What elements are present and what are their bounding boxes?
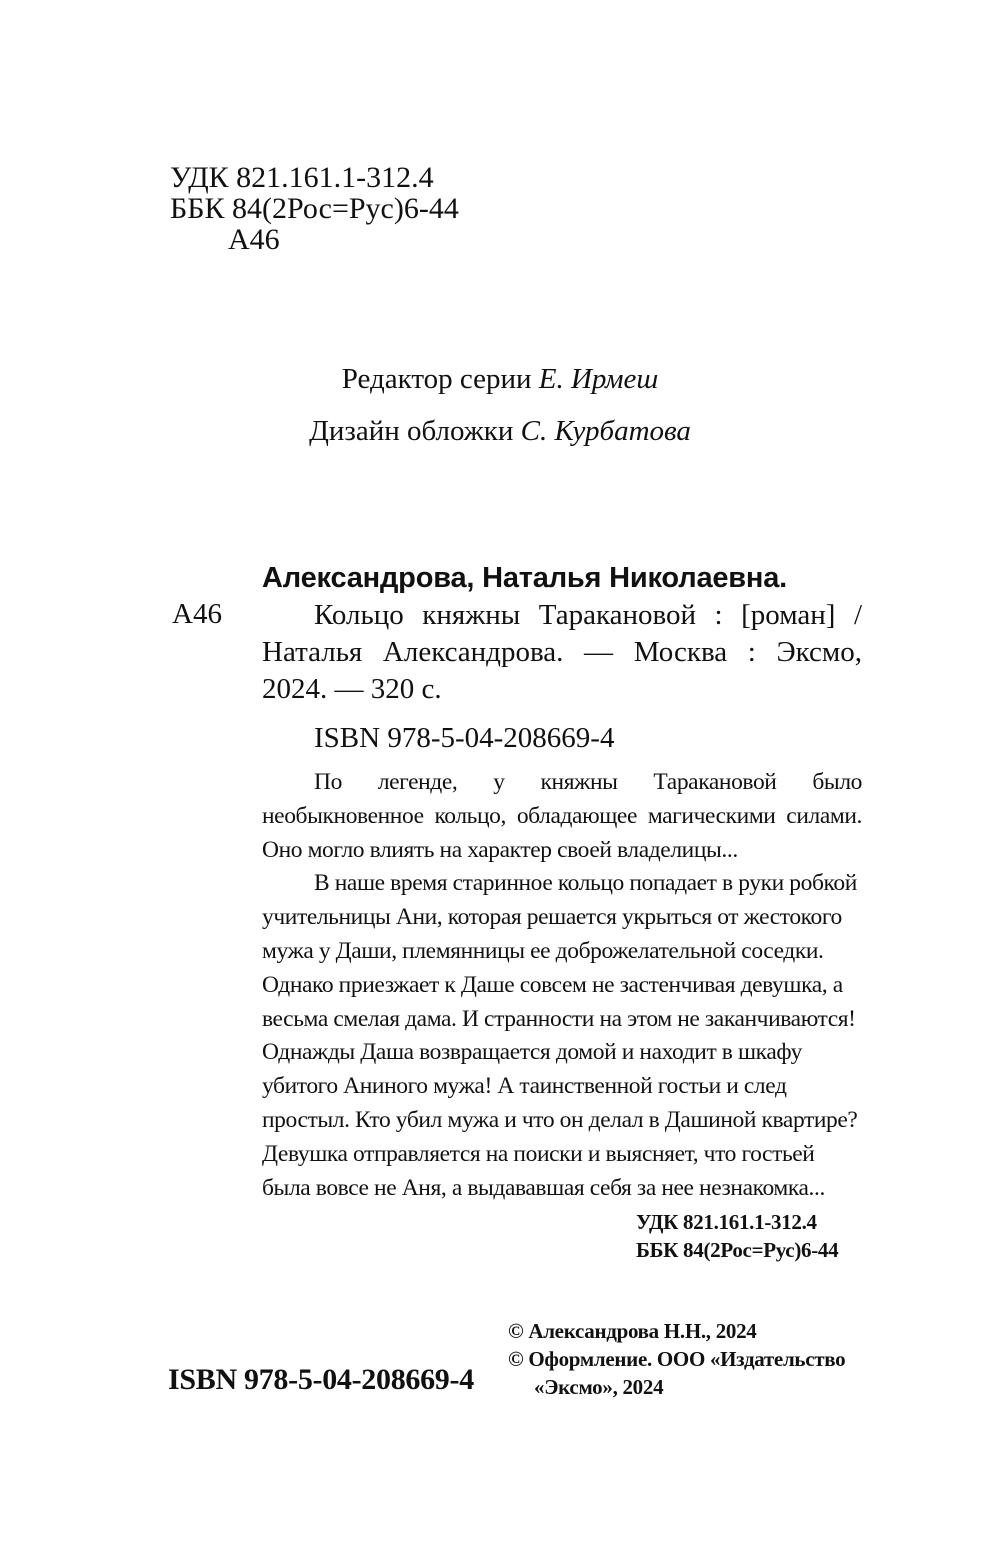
entry-author: Александрова, Наталья Николаевна.: [262, 562, 788, 594]
author-mark: А46: [228, 223, 280, 256]
copyright-line-3: «Эксмо», 2024: [534, 1375, 664, 1399]
footer-classification: [636, 1208, 838, 1264]
entry-description: Кольцо княжны Таракановой : [роман] / Наталья Александрова. — Москва : Эксмо, 2024. — 320 с.: [262, 599, 862, 705]
copyright-block: [508, 1317, 845, 1401]
cover-design-credit: [0, 415, 1000, 448]
annotation: [262, 766, 862, 1205]
series-editor-credit: [0, 363, 1000, 396]
classification-block: [170, 162, 459, 255]
entry-author-mark: А46: [172, 598, 222, 630]
copyright-line-2: © Оформление. ООО «Издательство: [508, 1347, 846, 1371]
cover-design-name: С. Курбатова: [520, 415, 691, 447]
series-editor-name: Е. Ирмеш: [538, 363, 659, 395]
isbn-bottom: ISBN 978-5-04-208669-4: [168, 1363, 474, 1396]
udk-code: УДК 821.161.1-312.4: [170, 161, 434, 194]
footer-bbk: ББК 84(2Рос=Рус)6-44: [636, 1238, 839, 1262]
copyright-line-1: © Александрова Н.Н., 2024: [508, 1319, 757, 1343]
annotation-paragraph-1: По легенде, у княжны Таракановой было необыкновенное кольцо, обладающее магическими силами. Оно могло влиять на характер своей владелицы...: [262, 769, 862, 863]
series-editor-label: Редактор серии: [341, 363, 532, 395]
bbk-code: ББК 84(2Рос=Рус)6-44: [170, 192, 459, 225]
footer-udk: УДК 821.161.1-312.4: [636, 1210, 817, 1234]
annotation-paragraph-2: В наше время старинное кольцо попадает в руки робкой учительницы Ани, которая решается укрыться от жестокого мужа у Даши, племянницы ее доброжелательной соседки. Однако приезжает к Даше совсем не застенчивая девушка, а весьма смелая дама. И странности на этом не заканчиваются! Однажды Даша возвращается домой и находит в шкафу убитого Аниного мужа! А таинственной гостьи и след простыл. Кто убил мужа и что он делал в Дашиной квартире? Девушка отправляется на поиски и выясняет, что гостьей была вовсе не Аня, а выдававшая себя за нее незнакомка...: [262, 870, 858, 1201]
entry-isbn: ISBN 978-5-04-208669-4: [314, 722, 615, 754]
cover-design-label: Дизайн обложки: [309, 415, 514, 447]
bibliographic-entry: [262, 560, 862, 757]
